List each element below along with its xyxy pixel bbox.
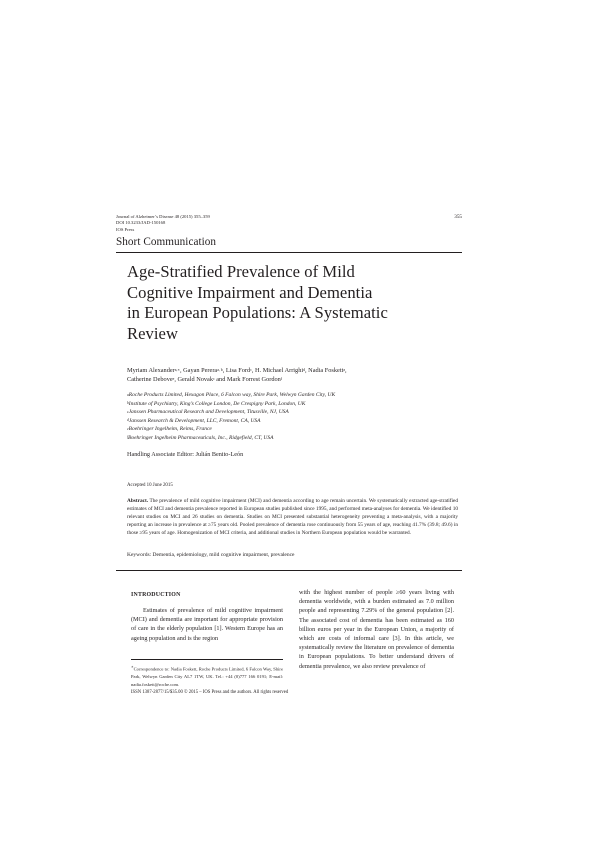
title-line: Cognitive Impairment and Dementia: [127, 282, 373, 302]
abstract-text: The prevalence of mild cognitive impairment (MCI) and dementia according to age remain uncertain. We systematically extracted age-stratified estimates of MCI and dementia prevalence reported in European studies published since 1995, and performed meta-analyses for dementia. We identified 10 relevant studies on MCI and 26 studies on dementia. Studies on MCI presented substantial heterogeneity preventing a meta-analysis, with a majority reporting an increase in prevalence at ≥75 years old. Pooled prevalence of dementia rose continuously from 55 years of age, reaching 41.7% (39.8; 49.6) in those ≥95 years of age. Homogenization of MCI criteria, and additional studies in Northern European population would be warranted.: [127, 498, 458, 537]
paper-title: [127, 262, 462, 344]
footnote-text: Correspondence to: Nadia Foskett, Roche Products Limited, 6 Falcon Way, Shire Park, Welwyn Garden City AL7 1TW, UK. Tel.: +44 (0)777 166 0191; E-mail: nadia.foskett@roche.com.: [131, 666, 283, 687]
author-affiliation-mark: f: [280, 376, 283, 381]
journal-meta: [116, 214, 210, 233]
issn-line: ISSN 1387-2877/15/$35.00 © 2015 – IOS Press and the authors. All rights reserved: [131, 690, 289, 695]
affiliation-item: $^f$Boehringer Ingelheim Pharmaceuticals, Inc., Ridgefield, CT, USA: [127, 434, 274, 441]
correspondence-footnote: [131, 664, 283, 688]
author-affiliation-mark: a,∗: [174, 367, 180, 372]
page-number: 355: [454, 214, 462, 220]
footnote-divider: [131, 659, 283, 660]
affiliation-list: [127, 391, 449, 443]
body-paragraph: Estimates of prevalence of mild cognitive impairment (MCI) and dementia are important for appropriate provision of care in the elderly population [1]. Western Europe has an ageing population and is the region: [131, 607, 283, 642]
article-type-label: Short Communication: [116, 236, 217, 248]
author-name: Myriam Alexander: [127, 367, 175, 374]
body-column-right: [299, 588, 454, 671]
author-name: Lisa Ford: [225, 367, 251, 374]
body-paragraph: with the highest number of people ≥60 years living with dementia worldwide, with a burden estimated as 7.0 million people and representing 7.29% of the general population [2]. The associated cost of dementia has been estimated as 160 billion euros per year in the European Union, a majority of which are costs of informal care [3]. In this article, we systematically review the literature on prevalence of dementia in European populations. To better understand drivers of dementia prevalence, we also review prevalence of: [299, 589, 454, 670]
author-list: Myriam Alexander$^{a,∗}$, Gayan Perera$^{a, b}$, Lisa Ford$^c$, H. Michael Arrighi$^d$, Nadia Foskett$^a$, Catherine Debove$^e$, Gerald Novak$^c$ and Mark Forrest Gordon$^f$: [127, 367, 347, 383]
author-affiliation-mark: d: [303, 367, 306, 372]
author-name: Nadia Foskett: [308, 367, 344, 374]
author-affiliation-mark: c: [250, 367, 252, 372]
affiliation-item: $^c$Janssen Pharmaceutical Research and Development, Titusville, NJ, USA: [127, 409, 289, 416]
author-name: Mark Forrest Gordon: [226, 376, 281, 383]
footnote-mark: ∗: [131, 665, 134, 669]
handling-editor: Handling Associate Editor: Julián Benito-León: [127, 451, 244, 458]
author-affiliation-mark: a, b: [217, 367, 223, 372]
author-name: Gerald Novak: [177, 376, 213, 383]
affiliation-item: $^a$Roche Products Limited, Hexagon Place, 6 Falcon way, Shire Park, Welwyn Garden City, UK: [127, 392, 336, 398]
author-name: H. Michael Arrighi: [255, 367, 304, 374]
publisher-line: IOS Press: [116, 226, 135, 232]
doi-line: DOI 10.3233/JAD-150168: [116, 220, 166, 226]
affiliation-item: $^d$Janssen Research & Development, LLC, Fremont, CA, USA: [127, 417, 261, 424]
author-name: Catherine Debove: [127, 376, 173, 383]
header-divider: [116, 252, 462, 253]
journal-citation: Journal of Alzheimer’s Disease 48 (2015) 355–359: [116, 214, 210, 219]
affiliation-item: $^e$Boehringer Ingelheim, Reims, France: [127, 426, 212, 433]
title-line: Review: [127, 323, 178, 343]
author-affiliation-mark: a: [343, 367, 346, 372]
body-column-left: [131, 592, 283, 643]
affiliation-item: $^b$Institute of Psychiatry, King’s College London, De Crespigny Park, London, UK: [127, 400, 306, 407]
author-affiliation-mark: e: [172, 376, 175, 381]
section-heading: INTRODUCTION: [131, 592, 181, 598]
abstract-divider: [116, 570, 462, 571]
author-affiliation-mark: c: [212, 376, 215, 381]
abstract-label: Abstract.: [127, 498, 149, 504]
abstract: [127, 497, 458, 537]
author-name: Gayan Perera: [183, 367, 218, 374]
title-line: in European Populations: A Systematic: [127, 303, 388, 322]
accepted-date: Accepted 10 June 2015: [127, 483, 173, 488]
keywords: Keywords: Dementia, epidemiology, mild cognitive impairment, prevalence: [127, 552, 295, 558]
title-line: Age-Stratified Prevalence of Mild: [127, 262, 355, 281]
